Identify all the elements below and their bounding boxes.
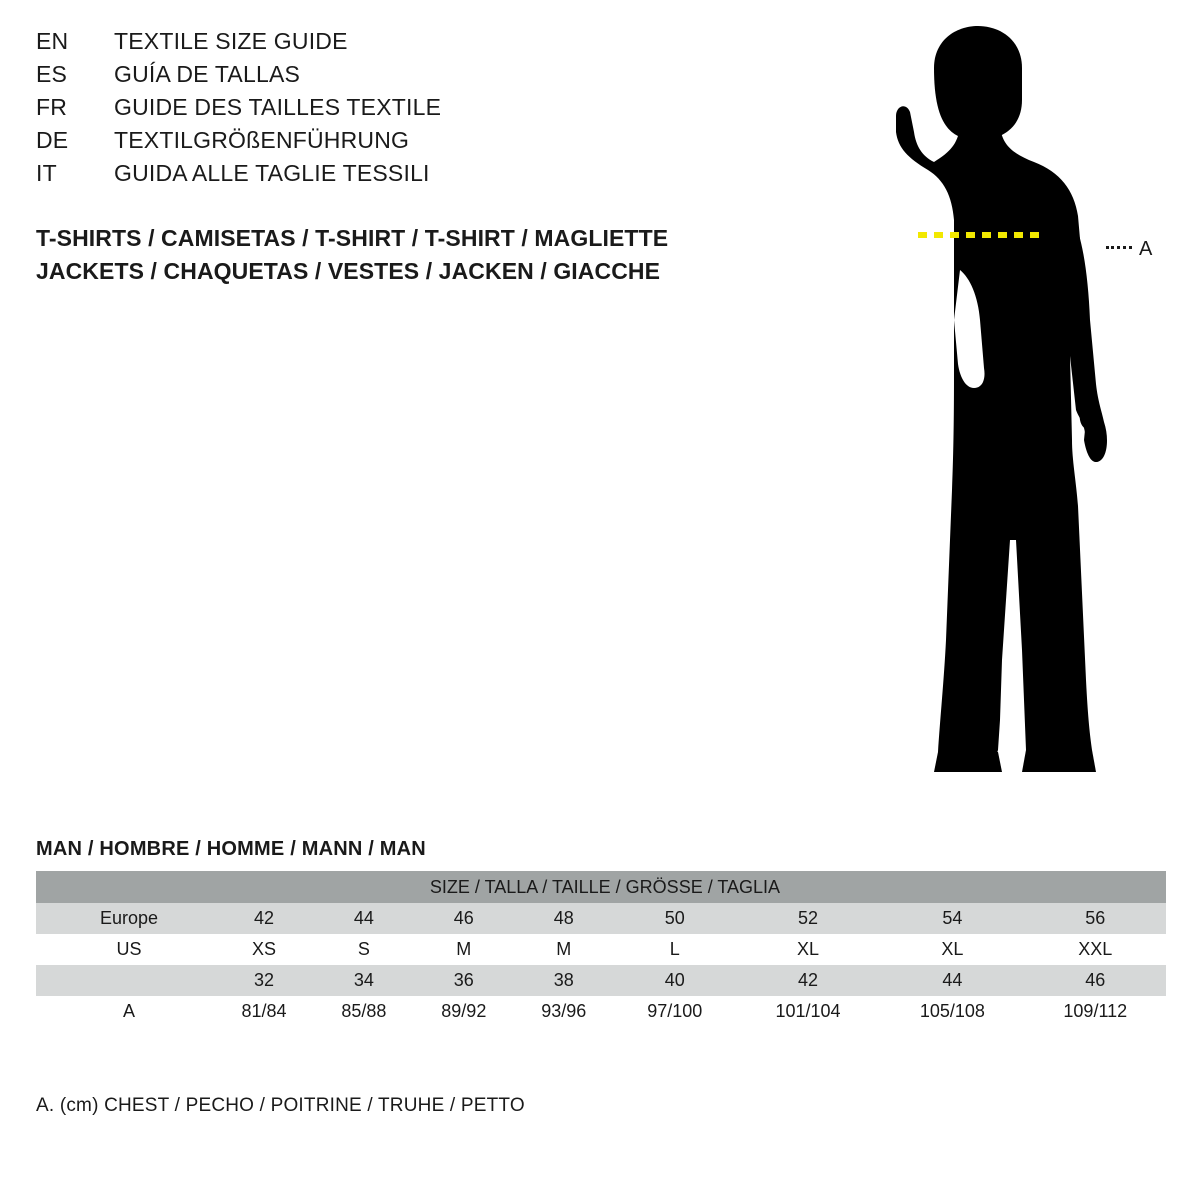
table-cell: 42 [214,903,314,934]
table-cell: 56 [1025,903,1166,934]
callout-dash-icon [1106,246,1132,249]
table-cell: 36 [414,965,514,996]
language-code: IT [36,160,57,186]
language-title: TEXTILGRÖßENFÜHRUNG [114,127,410,153]
language-title-list [36,28,756,193]
table-cell: 42 [736,965,880,996]
table-cell: M [414,934,514,965]
table-cell: 48 [514,903,614,934]
table-cell: 109/112 [1025,996,1166,1027]
language-title: GUÍA DE TALLAS [114,61,301,87]
table-cell: XS [214,934,314,965]
table-cell: 32 [214,965,314,996]
row-label: A [36,996,214,1027]
table-cell: XL [880,934,1024,965]
table-cell: 89/92 [414,996,514,1027]
garment-type-jackets: JACKETS / CHAQUETAS / VESTES / JACKEN / GIACCHE [36,258,661,284]
language-title: GUIDE DES TAILLES TEXTILE [114,94,442,120]
language-code: DE [36,127,69,153]
table-cell: 101/104 [736,996,880,1027]
table-cell: 93/96 [514,996,614,1027]
size-table-section [36,838,1166,1027]
callout-letter: A [1139,238,1154,260]
table-cell: 105/108 [880,996,1024,1027]
table-row [36,965,1166,996]
table-cell: L [614,934,736,965]
table-row [36,934,1166,965]
table-cell: 97/100 [614,996,736,1027]
table-row [36,903,1166,934]
callout-label-a [1106,238,1153,261]
table-cell: 38 [514,965,614,996]
row-label: Europe [36,903,214,934]
language-row [36,94,756,127]
table-cell: XXL [1025,934,1166,965]
table-cell: 50 [614,903,736,934]
table-cell: XL [736,934,880,965]
row-label: US [36,934,214,965]
garment-type-tshirts: T-SHIRTS / CAMISETAS / T-SHIRT / T-SHIRT / MAGLIETTE [36,225,669,251]
table-row [36,996,1166,1027]
table-cell: 44 [314,903,414,934]
language-row [36,61,756,94]
table-cell: 54 [880,903,1024,934]
language-title: GUIDA ALLE TAGLIE TESSILI [114,160,430,186]
language-code: FR [36,94,68,120]
table-cell: M [514,934,614,965]
language-code: EN [36,28,69,54]
table-cell: 46 [414,903,514,934]
row-label [36,965,214,996]
language-row [36,28,756,61]
language-row [36,160,756,193]
table-cell: 40 [614,965,736,996]
table-cell: 85/88 [314,996,414,1027]
table-header-label: SIZE / TALLA / TAILLE / GRÖSSE / TAGLIA [36,871,1166,903]
table-cell: 34 [314,965,414,996]
language-row [36,127,756,160]
garment-type-list [36,222,796,288]
male-silhouette-icon [810,20,1180,790]
table-footnote: A. (cm) CHEST / PECHO / POITRINE / TRUHE / PETTO [36,1095,525,1116]
table-cell: 44 [880,965,1024,996]
table-header-row [36,871,1166,903]
language-title: TEXTILE SIZE GUIDE [114,28,348,54]
language-code: ES [36,61,68,87]
table-cell: 81/84 [214,996,314,1027]
table-cell: S [314,934,414,965]
measurement-figure [810,20,1180,790]
table-cell: 52 [736,903,880,934]
size-table [36,871,1166,1027]
table-cell: 46 [1025,965,1166,996]
table-section-title: MAN / HOMBRE / HOMME / MANN / MAN [36,838,426,860]
